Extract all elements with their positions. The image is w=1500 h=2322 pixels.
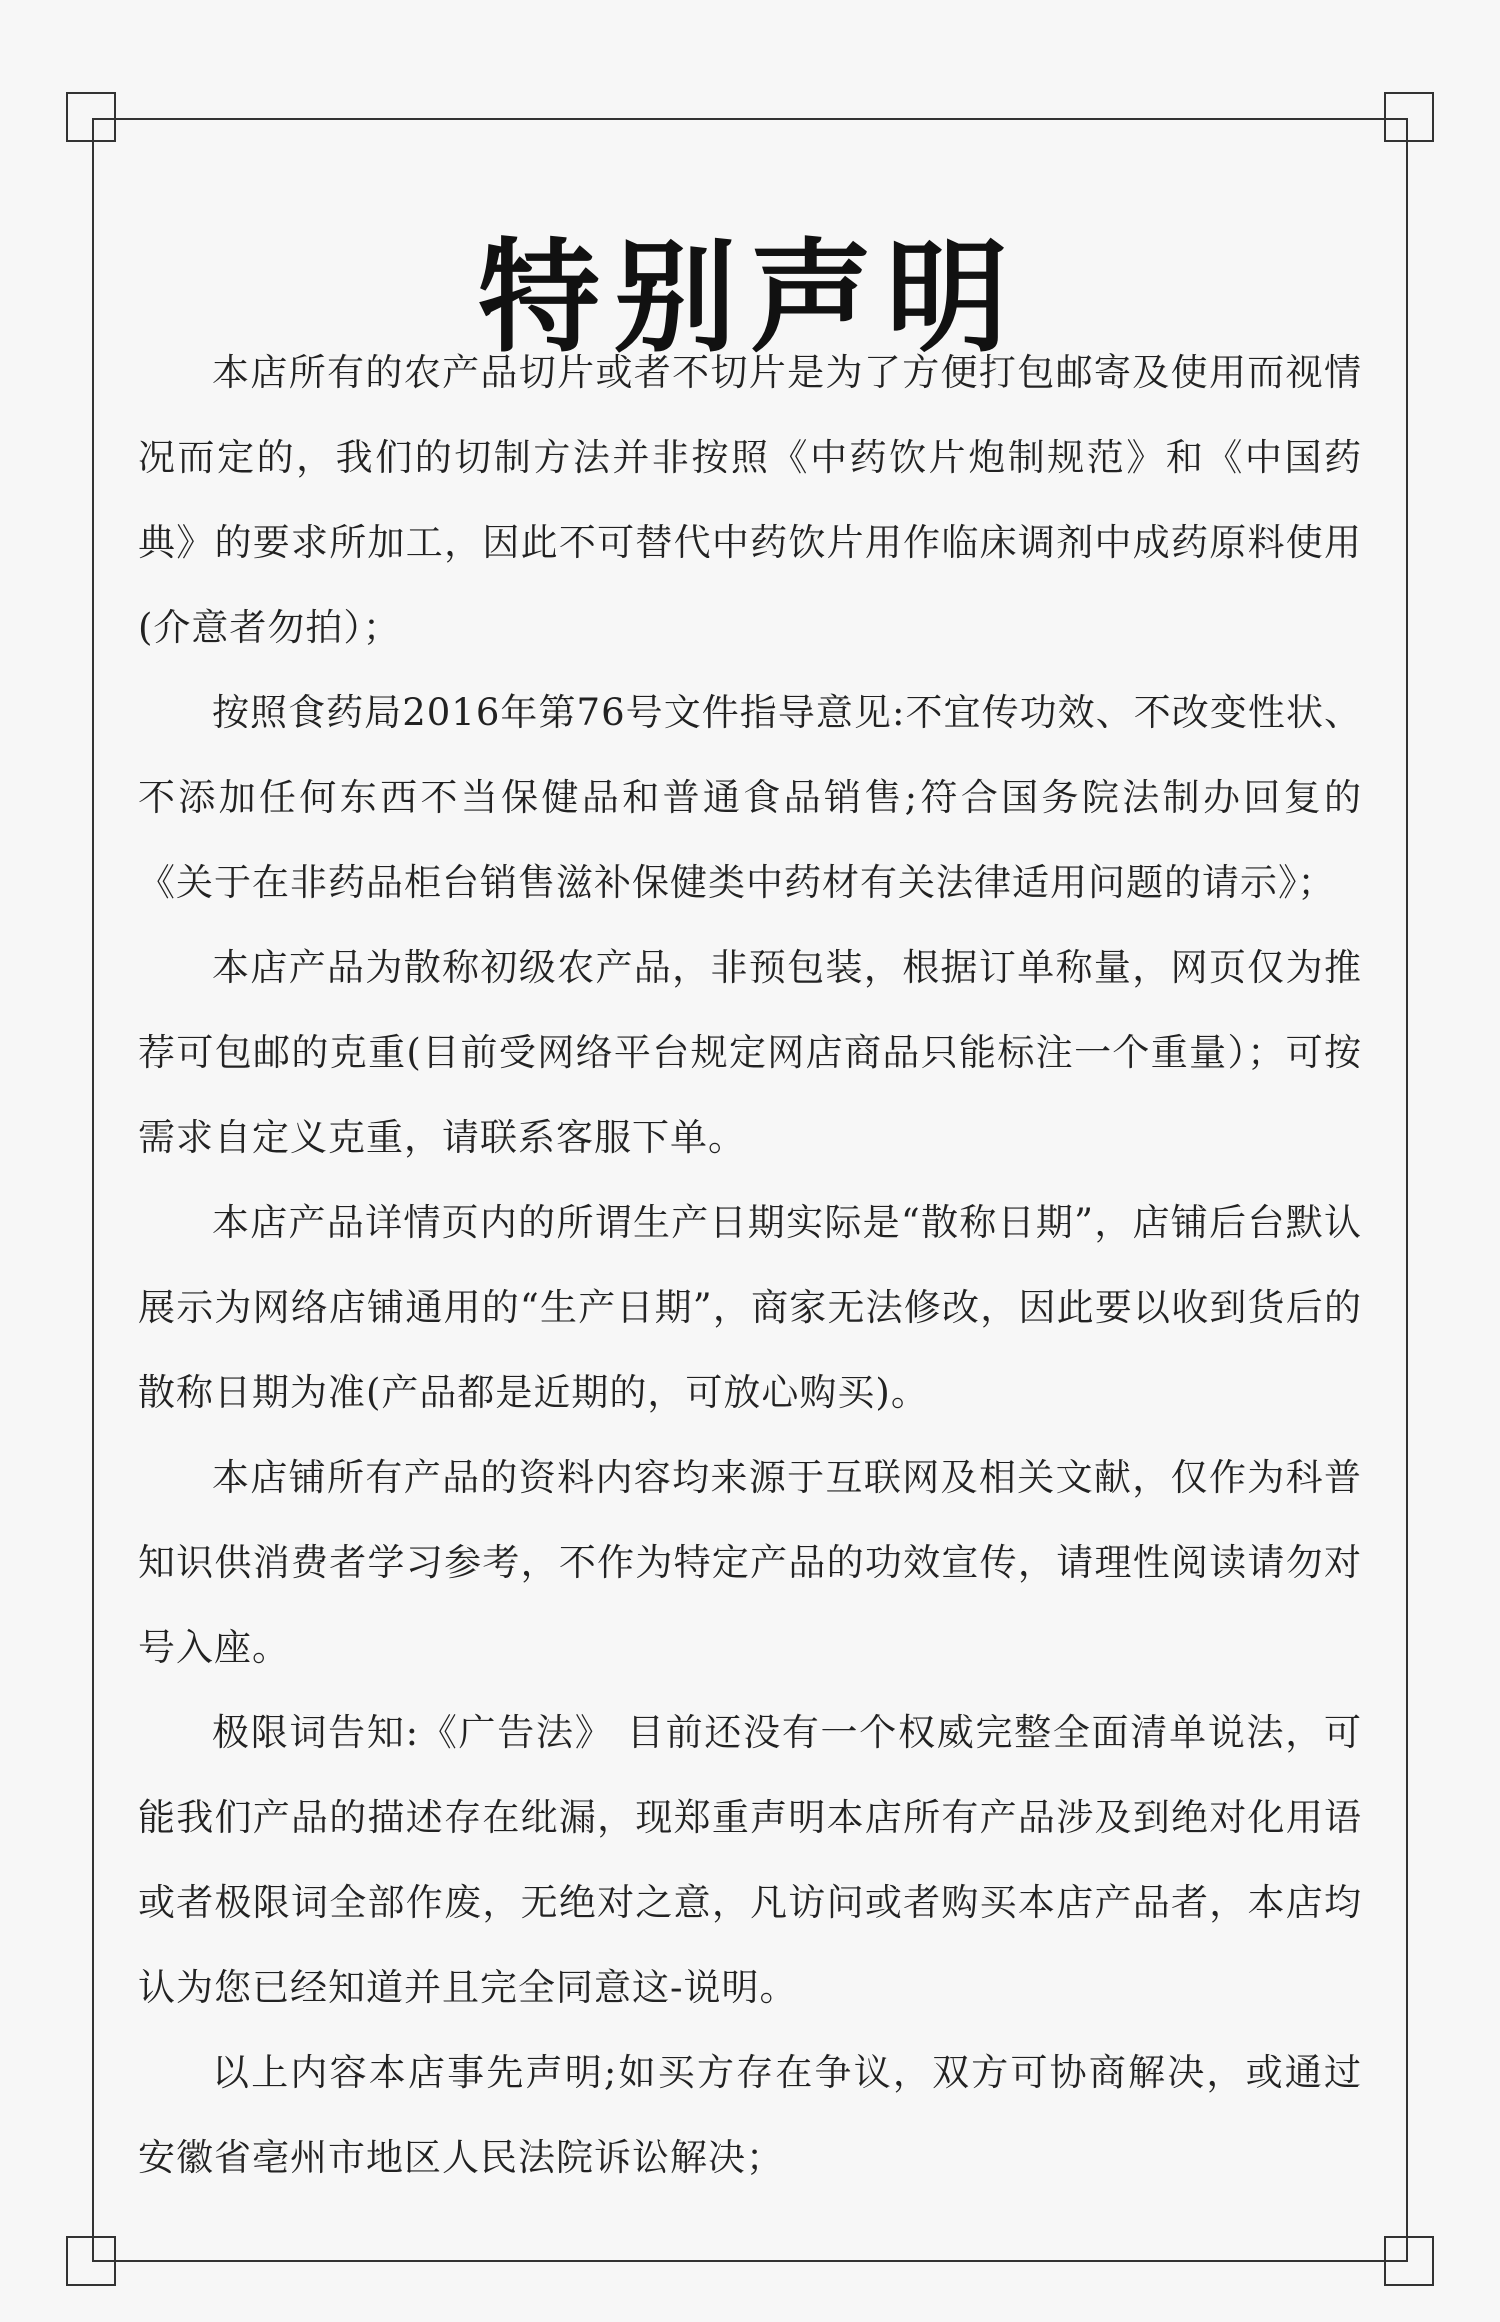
paragraph-regulation-notice: 按照食药局2016年第76号文件指导意见:不宜传功效、不改变性状、不添加任何东西不当保健品和普通食品销售;符合国务院法制办回复的《关于在非药品柜台销售滋补保健类中药材有关法律适用问题的请示》； (138, 691, 1362, 904)
paragraph-dispute-notice: 以上内容本店事先声明;如买方存在争议，双方可协商解决，或通过安徽省亳州市地区人民法院诉讼解决； (138, 2051, 1362, 2179)
paragraph-weight-notice: 本店产品为散称初级农产品，非预包装，根据订单称量，网页仅为推荐可包邮的克重(目前受网络平台规定网店商品只能标注一个重量）；可按需求自定义克重，请联系客服下单。 (138, 946, 1362, 1159)
frame-corner-top-left (66, 92, 116, 142)
page-title: 特别声明 (478, 224, 1022, 369)
frame-corner-top-right (1384, 92, 1434, 142)
paragraph-slicing-notice: 本店所有的农产品切片或者不切片是为了方便打包邮寄及使用而视情况而定的，我们的切制方法并非按照《中药饮片炮制规范》和《中国药典》的要求所加工，因此不可替代中药饮片用作临床调剂中成药原料使用(介意者勿拍）； (138, 351, 1362, 649)
frame-corner-bottom-right (1384, 2236, 1434, 2286)
frame-corner-bottom-left (66, 2236, 116, 2286)
paragraph-info-source-notice: 本店铺所有产品的资料内容均来源于互联网及相关文献，仅作为科普知识供消费者学习参考，不作为特定产品的功效宣传，请理性阅读请勿对号入座。 (138, 1456, 1362, 1669)
paragraph-date-notice: 本店产品详情页内的所谓生产日期实际是“散称日期”，店铺后台默认展示为网络店铺通用的“生产日期”，商家无法修改，因此要以收到货后的散称日期为准(产品都是近期的，可放心购买)。 (138, 1201, 1362, 1414)
paragraph-advertising-law-notice: 极限词告知:《广告法》 目前还没有一个权威完整全面清单说法，可能我们产品的描述存在纰漏，现郑重声明本店所有产品涉及到绝对化用语或者极限词全部作废，无绝对之意，凡访问或者购买本店产品者，本店均认为您已经知道并且完全同意这-说明。 (138, 1711, 1362, 2009)
declaration-body (138, 330, 1362, 2200)
